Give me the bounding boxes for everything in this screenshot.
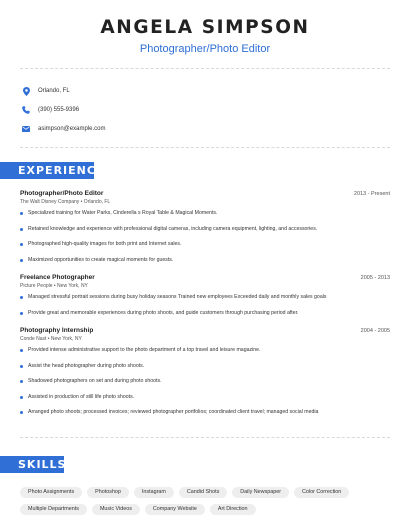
job-dates: 2005 - 2013 [360,275,390,281]
resume-header [0,0,410,56]
contact-phone-text: (390) 555-9396 [38,106,80,113]
contact-list [22,82,105,139]
job-employer: Conde Nast • New York, NY [20,336,82,342]
phone-icon [22,106,30,115]
divider [20,147,390,148]
contact-email-text[interactable]: asimpson@example.com [38,125,106,132]
job-bullet: Assist the head photographer during photo shoots. [20,362,390,370]
job-dates: 2013 - Present [353,191,390,197]
job-title: Photography Internship [20,327,94,334]
map-pin-icon [22,87,30,96]
skill-chip: Candid Shots [179,487,227,498]
skill-chip: Music Videos [92,504,140,515]
job-bullet: Specialized training for Water Parks, Cinderella s Royal Table & Magical Moments. [20,209,390,217]
job-entry [20,190,390,271]
job-employer: Picture People • New York, NY [20,283,88,289]
skills-list [20,487,396,515]
skill-chip: Daily Newspaper [232,487,289,498]
contact-email[interactable] [22,120,105,138]
section-heading-skills: SKILLS [0,456,64,473]
job-employer: The Walt Disney Company • Orlando, FL [20,199,111,205]
skill-chip: Art Direction [210,504,256,515]
job-bullet: Assisted in production of still life photo shoots. [20,393,390,401]
job-entry [20,327,390,424]
job-bullet: Photographed high-quality images for both print and Internet sales. [20,240,390,248]
job-bullet: Retained knowledge and experience with professional digital cameras, including camera equipment, lighting, and accessories. [20,225,390,233]
skill-chip: Photoshop [87,487,129,498]
contact-location-text: Orlando, FL [38,87,70,94]
skill-chip: Multiple Departments [20,504,87,515]
job-bullets [20,293,390,317]
skill-chip: Color Correction [294,487,349,498]
job-title: Freelance Photographer [20,274,95,281]
job-bullet: Provided intense administrative support to the photo department of a top travel and leisure magazine. [20,346,390,354]
divider [20,437,390,438]
job-title: Photographer/Photo Editor [20,190,104,197]
candidate-name: ANGELA SIMPSON [100,17,310,38]
contact-phone [22,101,105,119]
job-bullet: Shadowed photographers on set and during photo shoots. [20,377,390,385]
job-bullets [20,209,390,264]
divider [20,68,390,69]
job-bullet: Managed stressful portrait sessions during busy holiday seasons Trained new employees Exceeded daily and monthly sales goals [20,293,390,301]
job-bullet: Arranged photo shoots; processed invoices; reviewed photographer portfolios; coordinated client travel; managed social media [20,408,390,416]
email-icon [22,125,30,134]
candidate-role: Photographer/Photo Editor [139,43,271,55]
skill-chip: Instagram [134,487,174,498]
section-heading-experience: EXPERIENCE [0,162,94,179]
skill-chip: Company Website [145,504,205,515]
job-bullet: Maximized opportunities to create magical moments for guests. [20,256,390,264]
job-dates: 2004 - 2005 [360,328,390,334]
contact-location [22,82,105,100]
skill-chip: Photo Assignments [20,487,82,498]
job-bullets [20,346,390,416]
job-bullet: Provide great and memorable experiences during photo shoots, and guide customers through purchasing period after. [20,309,390,317]
job-entry [20,274,390,324]
